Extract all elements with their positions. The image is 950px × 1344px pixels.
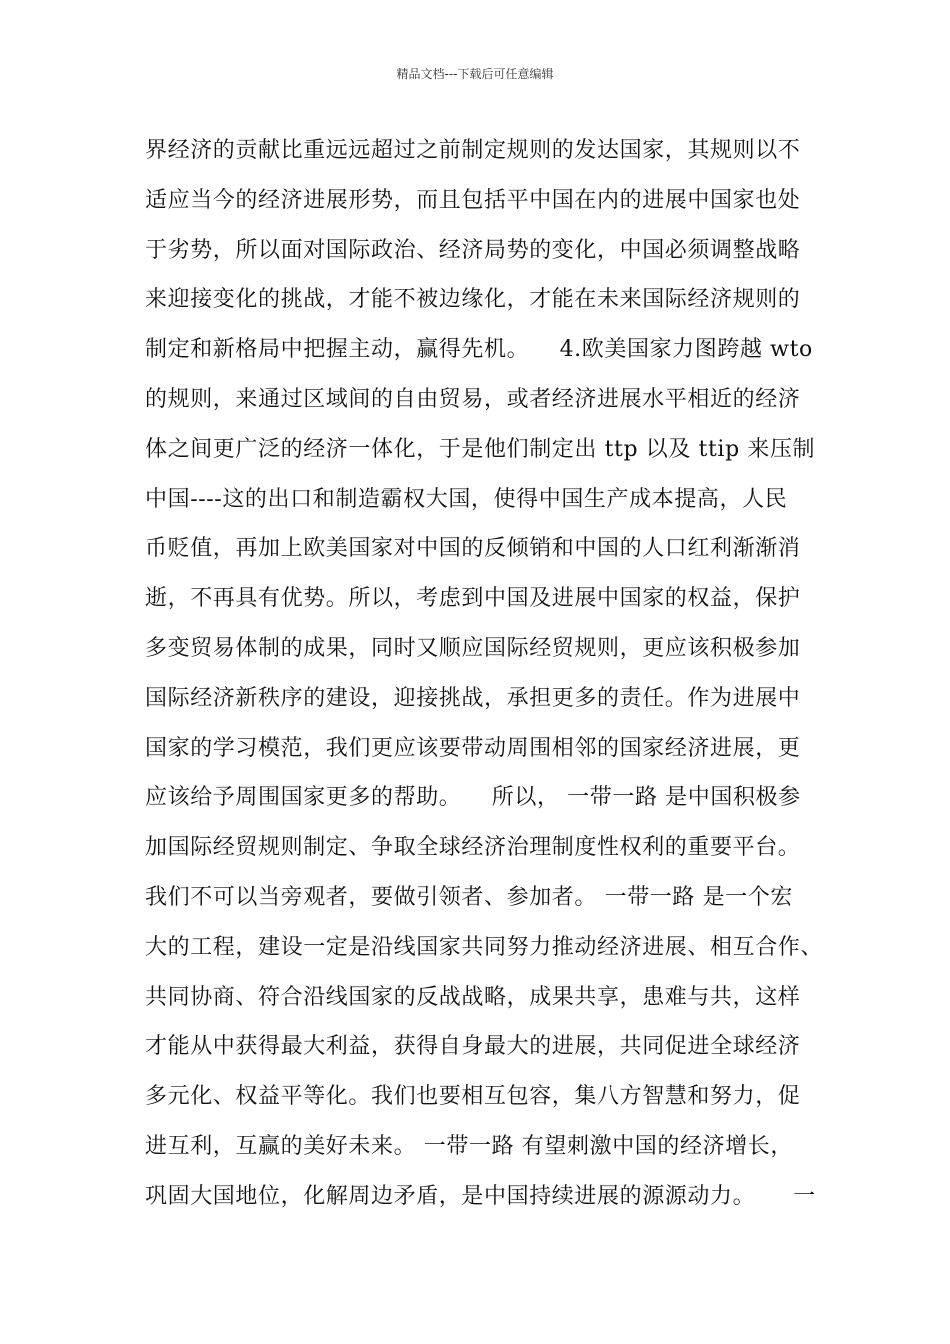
text-line: 界经济的贡献比重远远超过之前制定规则的发达国家，其规则以不 [145,138,801,163]
text-line: 中国----这的出口和制造霸权大国，使得中国生产成本提高，人民 [145,486,788,512]
text-line: 才能从中获得最大利益，获得自身最大的进展，共同促进全球经济 [145,1034,801,1060]
text-line: 多元化、权益平等化。我们也要相互包容，集八方智慧和努力，促 [145,1084,801,1110]
text-line: 于劣势，所以面对国际政治、经济局势的变化，中国必须调整战略 [145,237,801,263]
text-line: 加国际经贸规则制定、争取全球经济治理制度性权利的重要平台。 [145,835,801,861]
text-line: 来迎接变化的挑战，才能不被边缘化，才能在未来国际经济规则的 [145,287,801,313]
text-line: 应该给予周围国家更多的帮助。 所以， 一带一路 是中国积极参 [145,785,801,811]
text-line: 体之间更广泛的经济一体化，于是他们制定出 ttp 以及 ttip 来压制 [145,436,816,462]
text-line: 巩固大国地位，化解周边矛盾，是中国持续进展的源源动力。 一 [145,1183,816,1209]
text-line: 适应当今的经济进展形势，而且包括平中国在内的进展中国家也处 [145,187,801,213]
text-line: 的规则，来通过区域间的自由贸易，或者经济进展水平相近的经济 [145,386,801,412]
text-line: 共同协商、符合沿线国家的反战战略，成果共享，患难与共，这样 [145,984,801,1010]
text-line: 制定和新格局中把握主动，赢得先机。 4.欧美国家力图跨越 wto [145,337,813,363]
text-line: 逝，不再具有优势。所以，考虑到中国及进展中国家的权益，保护 [145,586,801,612]
text-line: 多变贸易体制的成果，同时又顺应国际经贸规则，更应该积极参加 [145,635,801,661]
text-line: 大的工程，建设一定是沿线国家共同努力推动经济进展、相互合作、 [145,934,824,960]
text-line: 国际经济新秩序的建设，迎接挑战，承担更多的责任。作为进展中 [145,685,801,711]
text-line: 国家的学习模范，我们更应该要带动周围相邻的国家经济进展，更 [145,735,801,761]
page-header: 精品文档---下载后可任意编辑 [396,67,554,81]
text-line: 我们不可以当旁观者，要做引领者、参加者。 一带一路 是一个宏 [145,884,793,910]
text-line: 币贬值，再加上欧美国家对中国的反倾销和中国的人口红利渐渐消 [145,536,801,562]
text-line: 进互利，互赢的美好未来。 一带一路 有望刺激中国的经济增长， [145,1133,793,1159]
body-text [145,133,845,1229]
